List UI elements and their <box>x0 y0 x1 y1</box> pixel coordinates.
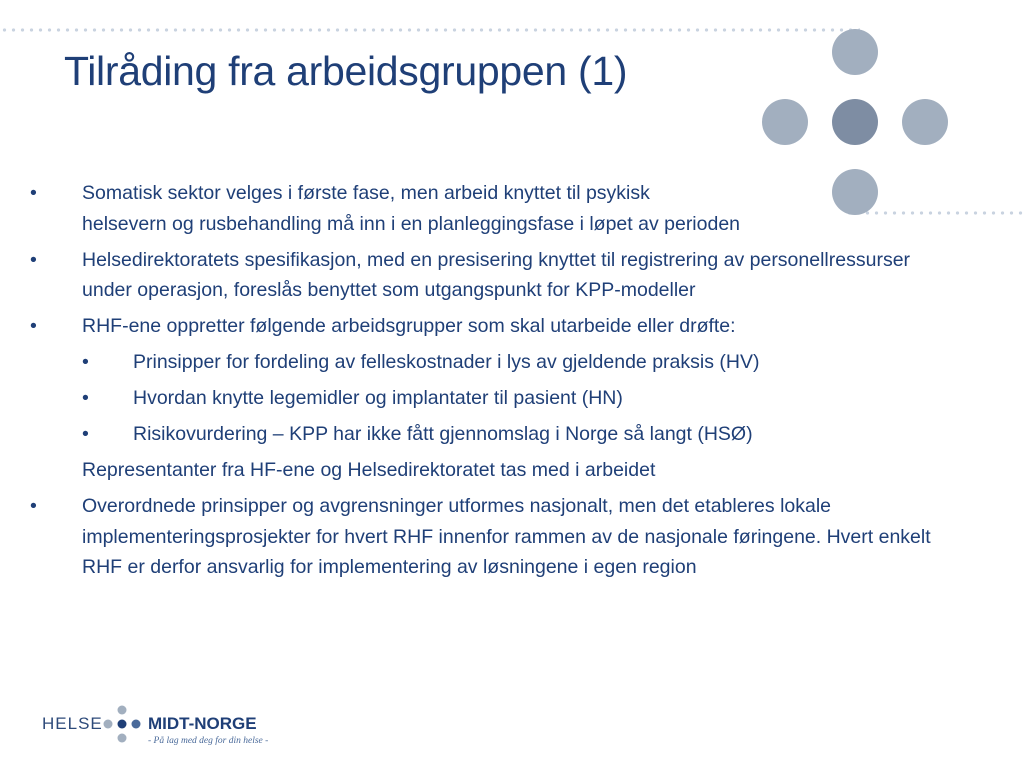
decor-circle-center <box>832 99 878 145</box>
bullet-icon: • <box>30 495 37 517</box>
bullet-item <box>30 491 945 583</box>
bullet-icon: • <box>30 182 37 204</box>
bullet-text-line: helsevern og rusbehandling må inn i en planleggingsfase i løpet av perioden <box>82 212 741 235</box>
bullet-icon: • <box>30 248 37 271</box>
logo-word-helse: HELSE <box>42 714 103 733</box>
bullet-icon: • <box>82 423 89 445</box>
bullet-text: RHF-ene oppretter følgende arbeidsgrupper som skal utarbeide eller drøfte: <box>82 315 736 337</box>
bullet-text: Overordnede prinsipper og avgrensninger utformes nasjonalt, men det etableres lokale implementeringsprosjekter for hvert RHF innenfor rammen av de nasjonale føringene. Hvert enkelt RHF er derfor ansvarlig for implementering av løsningene i egen region <box>82 495 931 578</box>
decorative-dotted-line-top <box>0 28 860 32</box>
bullet-text: Helsedirektoratets spesifikasjon, med en presisering knyttet til registrering av personellressurser under operasjon, foreslås benyttet som utgangspunkt for KPP-modeller <box>82 248 911 301</box>
bullet-icon: • <box>30 315 37 337</box>
bullet-item <box>30 178 945 239</box>
sub-bullet-item <box>30 383 945 414</box>
bullet-icon: • <box>82 387 89 409</box>
decor-circle-top <box>832 29 878 75</box>
slide-body <box>30 178 945 588</box>
bullet-text-line: Somatisk sektor velges i første fase, men arbeid knyttet til psykisk <box>82 182 650 204</box>
slide-title: Tilråding fra arbeidsgruppen (1) <box>64 48 628 94</box>
sub-bullet-text: Hvordan knytte legemidler og implantater til pasient (HN) <box>133 387 623 409</box>
sub-bullet-item <box>30 347 945 378</box>
logo-word-midt-norge: MIDT-NORGE <box>148 714 257 733</box>
logo-slogan: - På lag med deg for din helse - <box>148 736 269 746</box>
bullet-icon: • <box>82 351 89 373</box>
decor-circle-right <box>902 99 948 145</box>
logo-dots-icon <box>102 704 142 748</box>
bullet-item <box>30 245 945 306</box>
sub-bullet-item <box>30 419 945 450</box>
sub-bullet-text: Prinsipper for fordeling av felleskostnader i lys av gjeldende praksis (HV) <box>133 351 760 373</box>
decor-circle-left <box>762 99 808 145</box>
continuation-text: Representanter fra HF-ene og Helsedirektoratet tas med i arbeidet <box>82 459 656 481</box>
bullet-item <box>30 311 945 342</box>
sub-bullet-text: Risikovurdering – KPP har ikke fått gjennomslag i Norge så langt (HSØ) <box>133 423 753 445</box>
helse-midt-norge-logo <box>42 702 322 750</box>
